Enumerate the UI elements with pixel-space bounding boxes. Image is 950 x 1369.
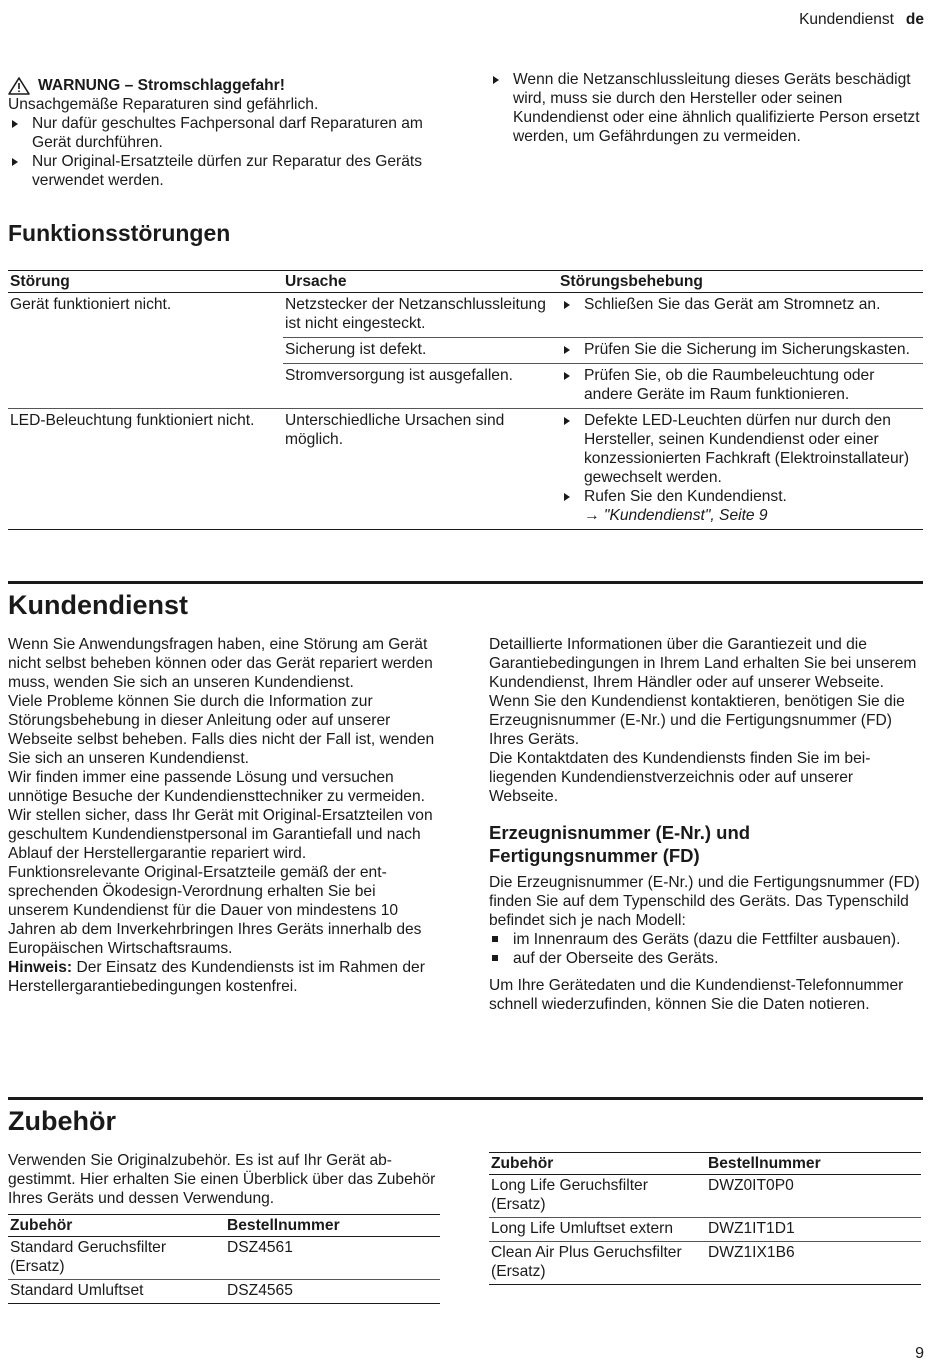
paragraph: Die Erzeugnisnummer (E-Nr.) und die Fertigungsnummer (FD) finden Sie auf dem Typenschild des Geräts. Das Typenschild befindet sich je nach Modell: [489, 874, 920, 929]
table-row [489, 1218, 921, 1242]
order-number: DWZ1IX1B6 [708, 1244, 795, 1261]
accessories-table [8, 1214, 440, 1304]
column-header: Zubehör [10, 1217, 73, 1234]
order-number: DWZ1IT1D1 [708, 1220, 795, 1237]
cause-cell: Unterschiedliche Ursachen sind möglich. [285, 412, 505, 448]
paragraph: Wenn Sie Anwendungsfragen haben, eine Störung am Gerät nicht selbst beheben können oder das Gerät repariert werden muss, wenden Sie sich an unseren Kundendienst. [8, 636, 433, 691]
paragraph: Viele Probleme können Sie durch die Information zur Störungsbehebung in dieser Anleitung oder auf unserer Webseite selbst beheben. Falls dies nicht der Fall ist, wenden Sie sich an unseren Kundendienst. [8, 693, 435, 767]
column-header: Ursache [285, 273, 347, 290]
accessory-name: Standard Geruchsfilter (Ersatz) [10, 1239, 167, 1275]
cause-cell: Sicherung ist defekt. [283, 338, 558, 364]
paragraph: Wenn Sie den Kundendienst kontaktieren, benötigen Sie die Erzeugnisnummer (E-Nr.) und die Fertigungsnummer (FD) Ihres Geräts. [489, 693, 905, 748]
remedy-cell: Prüfen Sie, ob die Raumbeleuchtung oder andere Geräte im Raum funktionieren. [558, 364, 923, 409]
accessories-heading: Zubehör [8, 1106, 116, 1136]
service-right [489, 635, 921, 1014]
sub-heading: Erzeugnisnummer (E-Nr.) und Fertigungsnummer (FD) [489, 822, 751, 866]
faults-table-wrap [8, 270, 923, 530]
page-number: 9 [915, 1345, 924, 1362]
list-item: Nur dafür geschultes Fachpersonal darf Reparaturen am Gerät durchführen. [8, 114, 440, 152]
accessories-left [8, 1151, 440, 1304]
running-header [799, 10, 924, 29]
list-item: Nur Original-Ersatzteile dürfen zur Reparatur des Geräts verwendet werden. [8, 152, 440, 190]
cause-cell: Netzstecker der Netzanschlussleitung ist nicht eingesteckt. [283, 293, 558, 338]
accessories-table [489, 1152, 921, 1285]
order-number: DWZ0IT0P0 [708, 1177, 794, 1194]
section-rule [8, 1097, 923, 1100]
location-list [489, 930, 921, 968]
column-header: Zubehör [491, 1155, 554, 1172]
remedy-cell: Defekte LED-Leuchten dürfen nur durch den Hersteller, seinen Kundendienst oder einer konzessionierten Fachkraft (Elektroinstallateur) gewechselt werden. Rufen Sie den Kundendienst. → "Kundendienst", Seite 9 [558, 409, 923, 530]
warning-right [489, 70, 921, 146]
table-row [489, 1242, 921, 1285]
table-row [8, 1280, 440, 1304]
paragraph: Detaillierte Informationen über die Garantiezeit und die Garantiebedingungen in Ihrem Land erhalten Sie bei unserem Kundendienst, Ihrem Händler oder auf unserer Webseite. [489, 636, 917, 691]
paragraph: Die Kontaktdaten des Kundendiensts finden Sie im beiliegenden Kundendienstverzeichnis oder auf unserer Webseite. [489, 750, 871, 805]
column-header: Störung [10, 273, 70, 290]
table-row [8, 293, 923, 338]
fault-cell: LED-Beleuchtung funktioniert nicht. [10, 412, 255, 429]
cause-cell: Stromversorgung ist ausgefallen. [285, 367, 513, 384]
paragraph: Wir finden immer eine passende Lösung und versuchen unnötige Besuche der Kundendiensttechniker zu vermeiden. [8, 769, 425, 805]
paragraph: Funktionsrelevante Original-Ersatzteile gemäß der entsprechenden Ökodesign-Verordnung erhalten Sie bei unserem Kundendienst für die Dauer von mindestens 10 Jahren ab dem Inverkehrbringen Ihres Geräts innerhalb des Europäischen Wirtschaftsraums. [8, 864, 422, 957]
column-header: Bestellnummer [708, 1155, 821, 1172]
service-heading: Kundendienst [8, 590, 188, 620]
warning-triangle-icon [8, 77, 30, 95]
accessory-name: Long Life Umluftset extern [491, 1220, 674, 1237]
remedy-cell: Schließen Sie das Gerät am Stromnetz an. [558, 293, 923, 338]
accessory-name: Standard Umluftset [10, 1282, 144, 1299]
paragraph: Um Ihre Gerätedaten und die Kundendienst-Telefonnummer schnell wiederzufinden, können Sie die Daten notieren. [489, 977, 904, 1013]
accessory-name: Clean Air Plus Geruchsfilter (Ersatz) [491, 1244, 682, 1280]
faults-table [8, 270, 923, 530]
warning-list [8, 114, 440, 190]
warning-text: Unsachgemäße Reparaturen sind gefährlich. [8, 96, 319, 113]
paragraph: Wir stellen sicher, dass Ihr Gerät mit Original-Ersatzteilen von geschultem Kundendienstpersonal im Garantiefall und nach Ablauf der Herstellergarantie repariert wird. [8, 807, 433, 862]
paragraph: Verwenden Sie Originalzubehör. Es ist auf Ihr Gerät abgestimmt. Hier erhalten Sie einen Überblick über das Zubehör Ihres Geräts und dessen Verwendung. [8, 1152, 436, 1207]
page-reference-link[interactable]: → "Kundendienst", Seite 9 [584, 507, 768, 524]
list-item: im Innenraum des Geräts (dazu die Fettfilter ausbauen). [489, 930, 921, 949]
column-header: Bestellnummer [227, 1217, 340, 1234]
faults-heading: Funktionsstörungen [8, 220, 231, 246]
note: Hinweis: Der Einsatz des Kundendiensts ist im Rahmen der Herstellergarantiebedingungen kostenfrei. [8, 959, 425, 995]
service-left [8, 635, 440, 996]
list-item: Wenn die Netzanschlussleitung dieses Geräts beschädigt wird, muss sie durch den Hersteller oder seinen Kundendienst oder eine ähnlich qualifizierte Person ersetzt werden, um Gefährdungen zu vermeiden. [489, 70, 921, 146]
header-section: Kundendienst [799, 11, 894, 28]
accessory-name: Long Life Geruchsfilter (Ersatz) [491, 1177, 648, 1213]
warning-title: WARNUNG – Stromschlaggefahr! [8, 76, 440, 95]
section-rule [8, 581, 923, 584]
accessories-right [489, 1152, 921, 1285]
header-lang: de [905, 11, 924, 28]
list-item: auf der Oberseite des Geräts. [489, 949, 921, 968]
table-row [8, 1237, 440, 1280]
order-number: DSZ4561 [227, 1239, 293, 1256]
remedy-cell: Prüfen Sie die Sicherung im Sicherungskasten. [558, 338, 923, 364]
order-number: DSZ4565 [227, 1282, 293, 1299]
column-header: Störungsbehebung [560, 273, 703, 290]
table-row [8, 409, 923, 530]
table-row [489, 1175, 921, 1218]
warning-block [8, 76, 440, 190]
fault-cell: Gerät funktioniert nicht. [10, 296, 172, 313]
